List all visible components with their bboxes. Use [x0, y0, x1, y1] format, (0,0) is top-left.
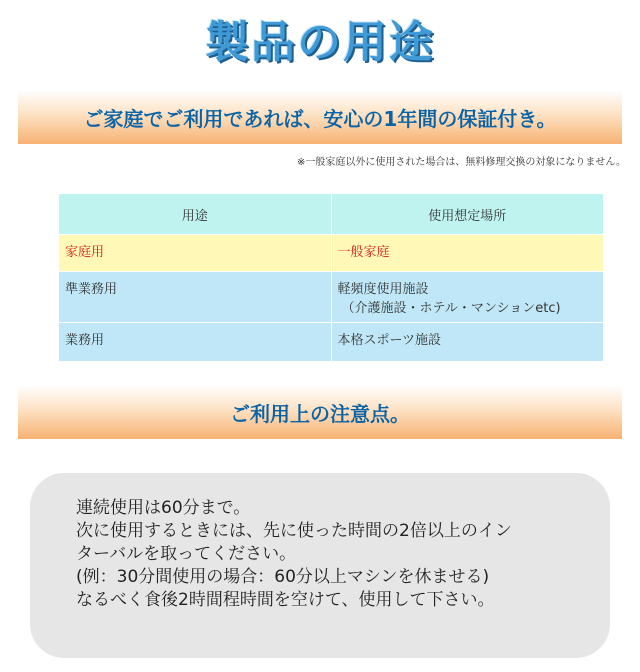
cell-place: 一般家庭	[331, 235, 604, 272]
caution-line: ターバルを取ってください。	[76, 544, 297, 564]
cell-place: 本格スポーツ施設	[331, 323, 604, 362]
warranty-banner	[18, 90, 622, 144]
page-title: 製品の用途	[205, 17, 435, 68]
usage-table	[58, 193, 604, 362]
cell-place-line2: （介護施設・ホテル・マンションetc)	[341, 301, 561, 316]
caution-text	[76, 497, 596, 612]
cell-place-line1: 軽頻度使用施設	[337, 282, 429, 297]
table-row	[59, 323, 604, 362]
warranty-note: ※一般家庭以外に使用された場合は、無料修理交換の対象になりません。	[297, 157, 626, 168]
caution-banner-text: ご利用上の注意点。	[230, 401, 410, 426]
cell-place	[331, 272, 604, 323]
table-row	[59, 272, 604, 323]
cell-use: 家庭用	[59, 235, 332, 272]
caution-box	[30, 473, 610, 658]
header-place: 使用想定場所	[331, 194, 604, 235]
caution-line: (例：30分間使用の場合：60分以上マシンを休ませる)	[76, 567, 490, 587]
caution-banner	[18, 385, 622, 439]
cell-use: 準業務用	[59, 272, 332, 323]
usage-table-header	[59, 194, 604, 235]
caution-line: 次に使用するときには、先に使った時間の2倍以上のイン	[76, 521, 512, 541]
caution-line: なるべく食後2時間程時間を空けて、使用して下さい。	[76, 590, 495, 610]
cell-use: 業務用	[59, 323, 332, 362]
table-row	[59, 235, 604, 272]
warranty-banner-text: ご家庭でご利用であれば、安心の1年間の保証付き。	[83, 106, 557, 131]
caution-line: 連続使用は60分まで。	[76, 498, 251, 518]
header-use: 用途	[59, 194, 332, 235]
